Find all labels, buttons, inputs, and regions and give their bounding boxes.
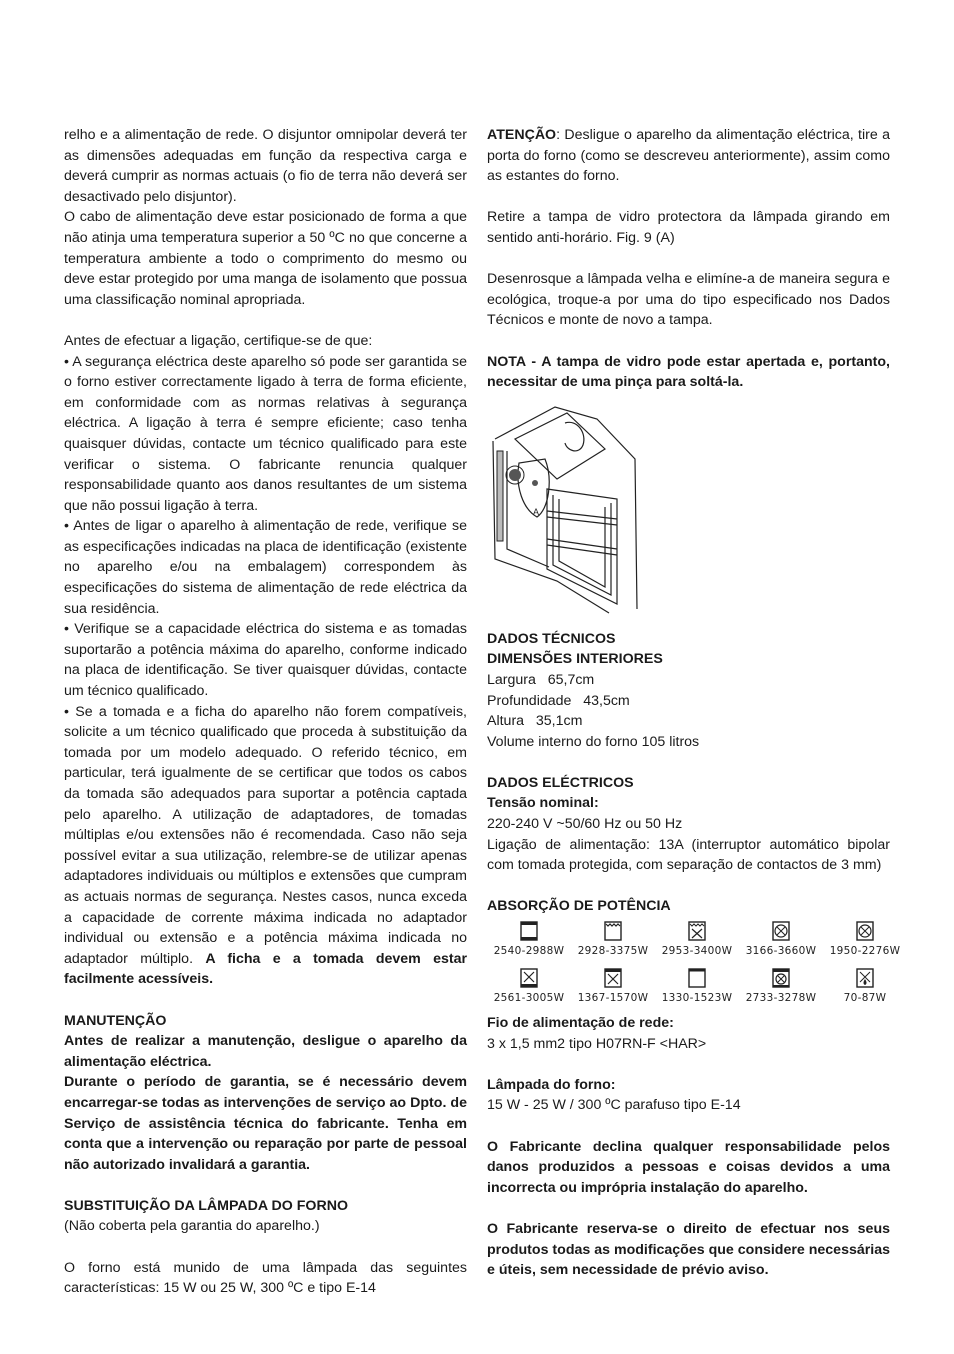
lampada-label: Lâmpada do forno: bbox=[487, 1076, 616, 1093]
power-cell bbox=[487, 921, 571, 958]
heading-substituicao: SUBSTITUIÇÃO DA LÂMPADA DO FORNO bbox=[64, 1197, 348, 1214]
tensao-value: 220-240 V ~50/60 Hz ou 50 Hz bbox=[487, 816, 683, 833]
bullet-tomada-text: • Se a tomada e a ficha do aparelho não forem compatíveis, solicite a um técnico qualificado que proceda à substituição da tomada por um modelo adequado. O referido técnico, em particular, terá igualmente de se certificar que todos os cabos da tomada são adequados para suportar a potência captada pelo aparelho. A utilização de adaptadores, de tomadas múltiplas e/ou extensões não é recomendada. Caso não seja possível evitar a sua utilização, relembre-se de utilizar apenas adaptadores individuais ou múltiplos e extensões que cumpram as actuais normas de segurança. Nestes casos, nunca exceda a capacidade de corrente máxima indicada no adaptador individual ou extensão e a potência máxima indicada no adaptador múltiplo. bbox=[64, 703, 467, 967]
heading-dimensoes: DIMENSÕES INTERIORES bbox=[487, 651, 663, 668]
bottom-heat-icon bbox=[687, 968, 707, 988]
power-label: 2540-2988W bbox=[493, 945, 565, 958]
top-bottom-heat-icon bbox=[519, 921, 539, 941]
bullet-tomada bbox=[64, 702, 467, 990]
oven-lamp-illustration bbox=[487, 399, 647, 621]
atencao-label: ATENÇÃO bbox=[487, 127, 557, 143]
heading-manutencao: MANUTENÇÃO bbox=[64, 1012, 167, 1029]
spec-altura: Altura 35,1cm bbox=[487, 713, 583, 730]
paragraph-fabricante-danos: O Fabricante declina qualquer responsabilidade pelos danos produzidos a pessoas e coisas devidos a uma incorrecta ou imprópria instalação do aparelho. bbox=[487, 1138, 890, 1196]
power-label: 2928-3375W bbox=[577, 945, 649, 958]
power-cell bbox=[739, 968, 823, 1005]
grill-icon bbox=[603, 921, 623, 941]
paragraph-nota: NOTA - A tampa de vidro pode estar apertada e, portanto, necessitar de uma pinça para soltá-la. bbox=[487, 353, 890, 391]
fan-top-icon bbox=[603, 968, 623, 988]
heading-dados-tecnicos: DADOS TÉCNICOS bbox=[487, 630, 616, 647]
bullet-tomada-bold: A ficha e a tomada devem estar facilmente acessíveis. bbox=[64, 950, 467, 988]
power-label: 2953-3400W bbox=[661, 945, 733, 958]
power-cell bbox=[571, 921, 655, 958]
paragraph-cabo: O cabo de alimentação deve estar posicionado de forma a que não atinja uma temperatura superior a 50 ºC no que concerne a temperatura ambiente a todo o comprimento do mesmo ou deve estar protegido por uma manga de isolamento que possua uma classificação nominal apropriada. bbox=[64, 209, 467, 308]
power-table bbox=[487, 921, 901, 1005]
oven-lamp-figure bbox=[487, 399, 647, 621]
bullet-capacidade: • Verifique se a capacidade eléctrica do sistema e as tomadas suportarão a potência máxima do aparelho, conforme indicado na placa de identificação. Se tiver quaisquer dúvidas, contacte um técnico qualificado. bbox=[64, 621, 467, 700]
fio-value: 3 x 1,5 mm2 tipo H07RN-F <HAR> bbox=[487, 1035, 707, 1052]
paragraph-manutencao-1: Antes de realizar a manutenção, desligue o aparelho da alimentação eléctrica. bbox=[64, 1033, 467, 1070]
spec-profundidade: Profundidade 43,5cm bbox=[487, 692, 630, 709]
bullet-especificacoes: • Antes de ligar o aparelho à alimentação de rede, verifique se as especificações indicadas na placa de identificação (existente no aparelho e/ou na embalagem) correspondem às especificações do sistema de alimentação de rede eléctrica da sua residência. bbox=[64, 518, 467, 617]
paragraph-manutencao-2: Durante o período de garantia, se é necessário devem encarregar-se todas as intervenções de serviço ao Dpto. de Serviço de assistência técnica do fabricante. Tenha em conta que a intervenção ou reparação por parte de pessoal não autorizado invalidará a garantia. bbox=[64, 1074, 467, 1173]
power-label: 3166-3660W bbox=[745, 945, 817, 958]
lamp-bulb bbox=[509, 469, 521, 481]
ligacao-text: Ligação de alimentação: 13A (interruptor automático bipolar com tomada protegida, com separação de contactos de 3 mm) bbox=[487, 836, 890, 874]
power-cell bbox=[655, 968, 739, 1005]
paragraph-antes-ligacao: Antes de efectuar a ligação, certifique-se de que: bbox=[64, 332, 373, 349]
paragraph-lampada-caracteristicas: O forno está munido de uma lâmpada das seguintes características: 15 W ou 25 W, 300 ºC e tipo E-14 bbox=[64, 1259, 467, 1297]
bullet-seguranca: • A segurança eléctrica deste aparelho só pode ser garantida se o forno estiver correctamente ligado à terra de forma eficiente, em conformidade com as normas relativas à segurança eléctrica. A ligação à terra é sempre eficiente; caso tenha quaisquer dúvidas, contacte um técnico qualificado para este verificar o sistema. O fabricante renuncia qualquer responsabilidade quanto aos danos resultantes de um sistema que não possui ligação à terra. bbox=[64, 353, 467, 514]
lampada-value: 15 W - 25 W / 300 ºC parafuso tipo E-14 bbox=[487, 1097, 741, 1114]
power-label: 2733-3278W bbox=[745, 992, 817, 1005]
fan-grill-icon bbox=[687, 921, 707, 941]
power-label: 70-87W bbox=[843, 992, 887, 1005]
spec-volume: Volume interno do forno 105 litros bbox=[487, 733, 700, 750]
power-cell bbox=[655, 921, 739, 958]
atencao-text: : Desligue o aparelho da alimentação eléctrica, tire a porta do forno (como se descreveu anteriormente), assim como as estantes do forno. bbox=[487, 127, 890, 185]
power-label: 1367-1570W bbox=[577, 992, 649, 1005]
paragraph-retire: Retire a tampa de vidro protectora da lâmpada girando em sentido anti-horário. Fig. 9 (A) bbox=[487, 209, 890, 246]
left-column bbox=[64, 125, 467, 1299]
power-row-1 bbox=[487, 921, 907, 958]
power-cell bbox=[571, 968, 655, 1005]
paragraph-fabricante-direito: O Fabricante reserva-se o direito de efectuar nos seus produtos todas as modificações que considere necessárias e úteis, sem necessidade de prévio aviso. bbox=[487, 1220, 890, 1279]
power-label: 2561-3005W bbox=[493, 992, 565, 1005]
paragraph-nao-coberta: (Não coberta pela garantia do aparelho.) bbox=[64, 1218, 320, 1235]
paragraph-disjuntor: relho e a alimentação de rede. O disjuntor omnipolar deverá ter as dimensões adequadas em função da respectiva carga e deverá cumprir as normas actuais (o fio de terra não deverá ser desactivado pelo disjuntor). bbox=[64, 127, 467, 205]
power-cell bbox=[823, 921, 907, 958]
fan-ring-bottom-icon bbox=[771, 968, 791, 988]
heading-absorcao: ABSORÇÃO DE POTÊNCIA bbox=[487, 898, 671, 915]
fan-ring-icon bbox=[771, 921, 791, 941]
power-cell bbox=[487, 968, 571, 1005]
power-row-2 bbox=[487, 968, 907, 1005]
heading-dados-electricos: DADOS ELÉCTRICOS bbox=[487, 774, 634, 791]
fan-bottom-icon bbox=[519, 968, 539, 988]
paragraph-desenrosque: Desenrosque a lâmpada velha e elimíne-a de maneira segura e ecológica, troque-a por uma do tipo especificado nos Dados Técnicos e monte de novo a tampa. bbox=[487, 271, 890, 329]
fio-label: Fio de alimentação de rede: bbox=[487, 1015, 674, 1032]
fan-ring-icon bbox=[855, 921, 875, 941]
power-cell bbox=[823, 968, 907, 1005]
spec-largura: Largura 65,7cm bbox=[487, 671, 595, 688]
power-label: 1950-2276W bbox=[829, 945, 901, 958]
figure-label-a: A bbox=[533, 506, 540, 517]
power-label: 1330-1523W bbox=[661, 992, 733, 1005]
power-cell bbox=[739, 921, 823, 958]
right-column bbox=[487, 125, 901, 1281]
defrost-icon bbox=[855, 968, 875, 988]
paragraph-atencao bbox=[487, 125, 890, 187]
tensao-label: Tensão nominal: bbox=[487, 795, 599, 812]
